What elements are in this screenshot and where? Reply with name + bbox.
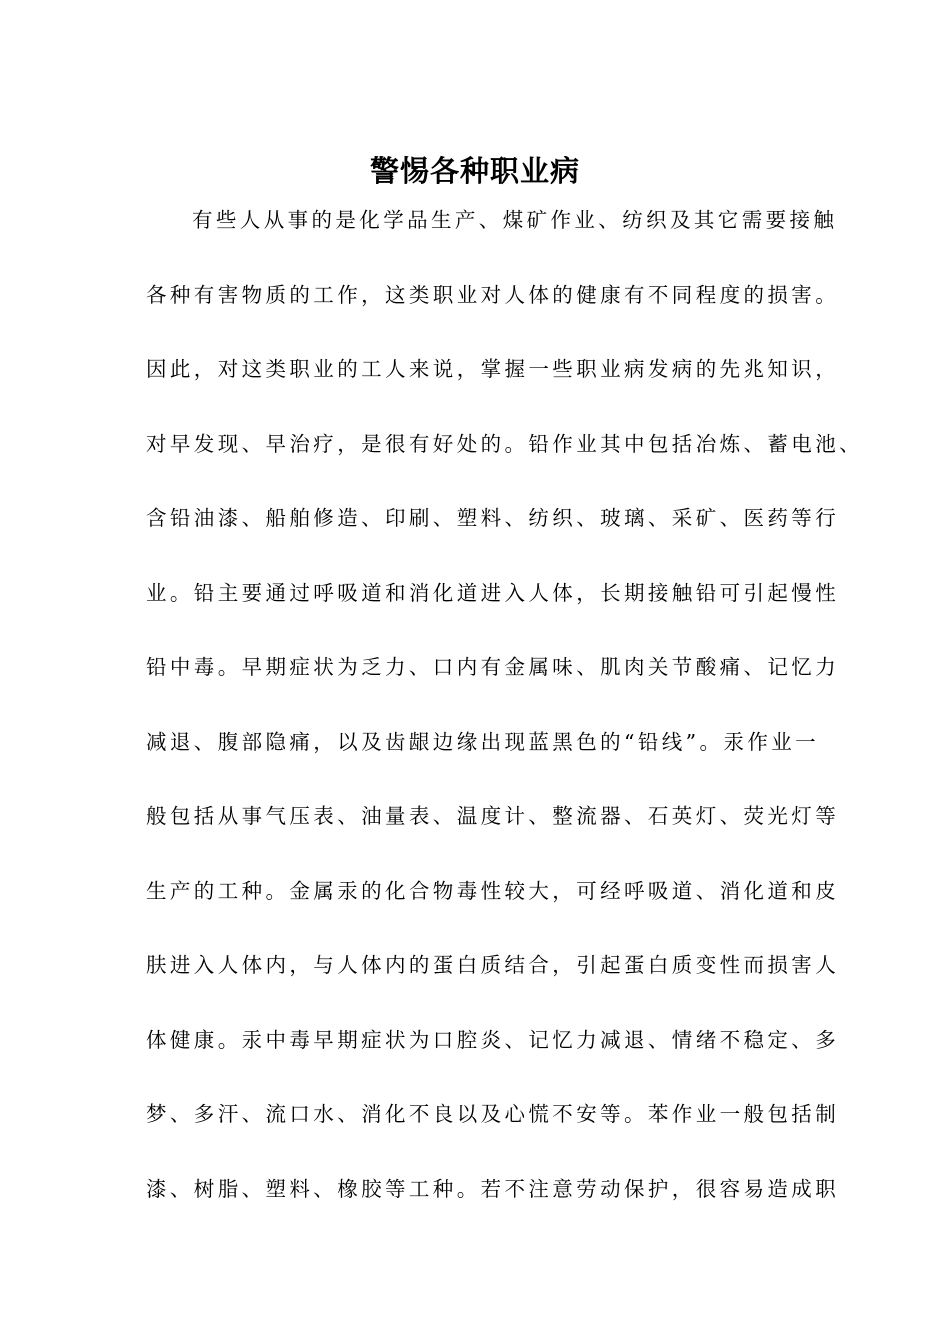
text-line: 铅中毒。早期症状为乏力、口内有金属味、肌肉关节酸痛、记忆力: [146, 655, 840, 679]
text-line: 减退、腹部隐痛，以及齿龈边缘出现蓝黑色的“铅线”。汞作业一: [146, 729, 820, 754]
text-line: 般包括从事气压表、油量表、温度计、整流器、石英灯、荧光灯等: [146, 804, 840, 828]
text-line: 业。铅主要通过呼吸道和消化道进入人体，长期接触铅可引起慢性: [146, 580, 840, 605]
text-line: 生产的工种。金属汞的化合物毒性较大，可经呼吸道、消化道和皮: [146, 878, 840, 903]
document-title: 警惕各种职业病: [369, 154, 580, 189]
text-line: 体健康。汞中毒早期症状为口腔炎、记忆力减退、情绪不稳定、多: [146, 1027, 840, 1052]
text-line: 有些人从事的是化学品生产、煤矿作业、纺织及其它需要接触: [192, 208, 838, 232]
document-body: [146, 202, 863, 1245]
text-line: 各种有害物质的工作，这类职业对人体的健康有不同程度的损害。: [146, 282, 840, 307]
text-line: 对早发现、早治疗，是很有好处的。铅作业其中包括冶炼、蓄电池、: [146, 431, 863, 456]
text-line: 梦、多汗、流口水、消化不良以及心慌不安等。苯作业一般包括制: [146, 1102, 840, 1126]
text-line: 肤进入人体内，与人体内的蛋白质结合，引起蛋白质变性而损害人: [146, 953, 840, 977]
text-line: 含铅油漆、船舶修造、印刷、塑料、纺织、玻璃、采矿、医药等行: [146, 506, 840, 530]
text-line: 因此，对这类职业的工人来说，掌握一些职业病发病的先兆知识，: [146, 357, 840, 381]
text-line: 漆、树脂、塑料、橡胶等工种。若不注意劳动保护，很容易造成职: [146, 1176, 840, 1201]
